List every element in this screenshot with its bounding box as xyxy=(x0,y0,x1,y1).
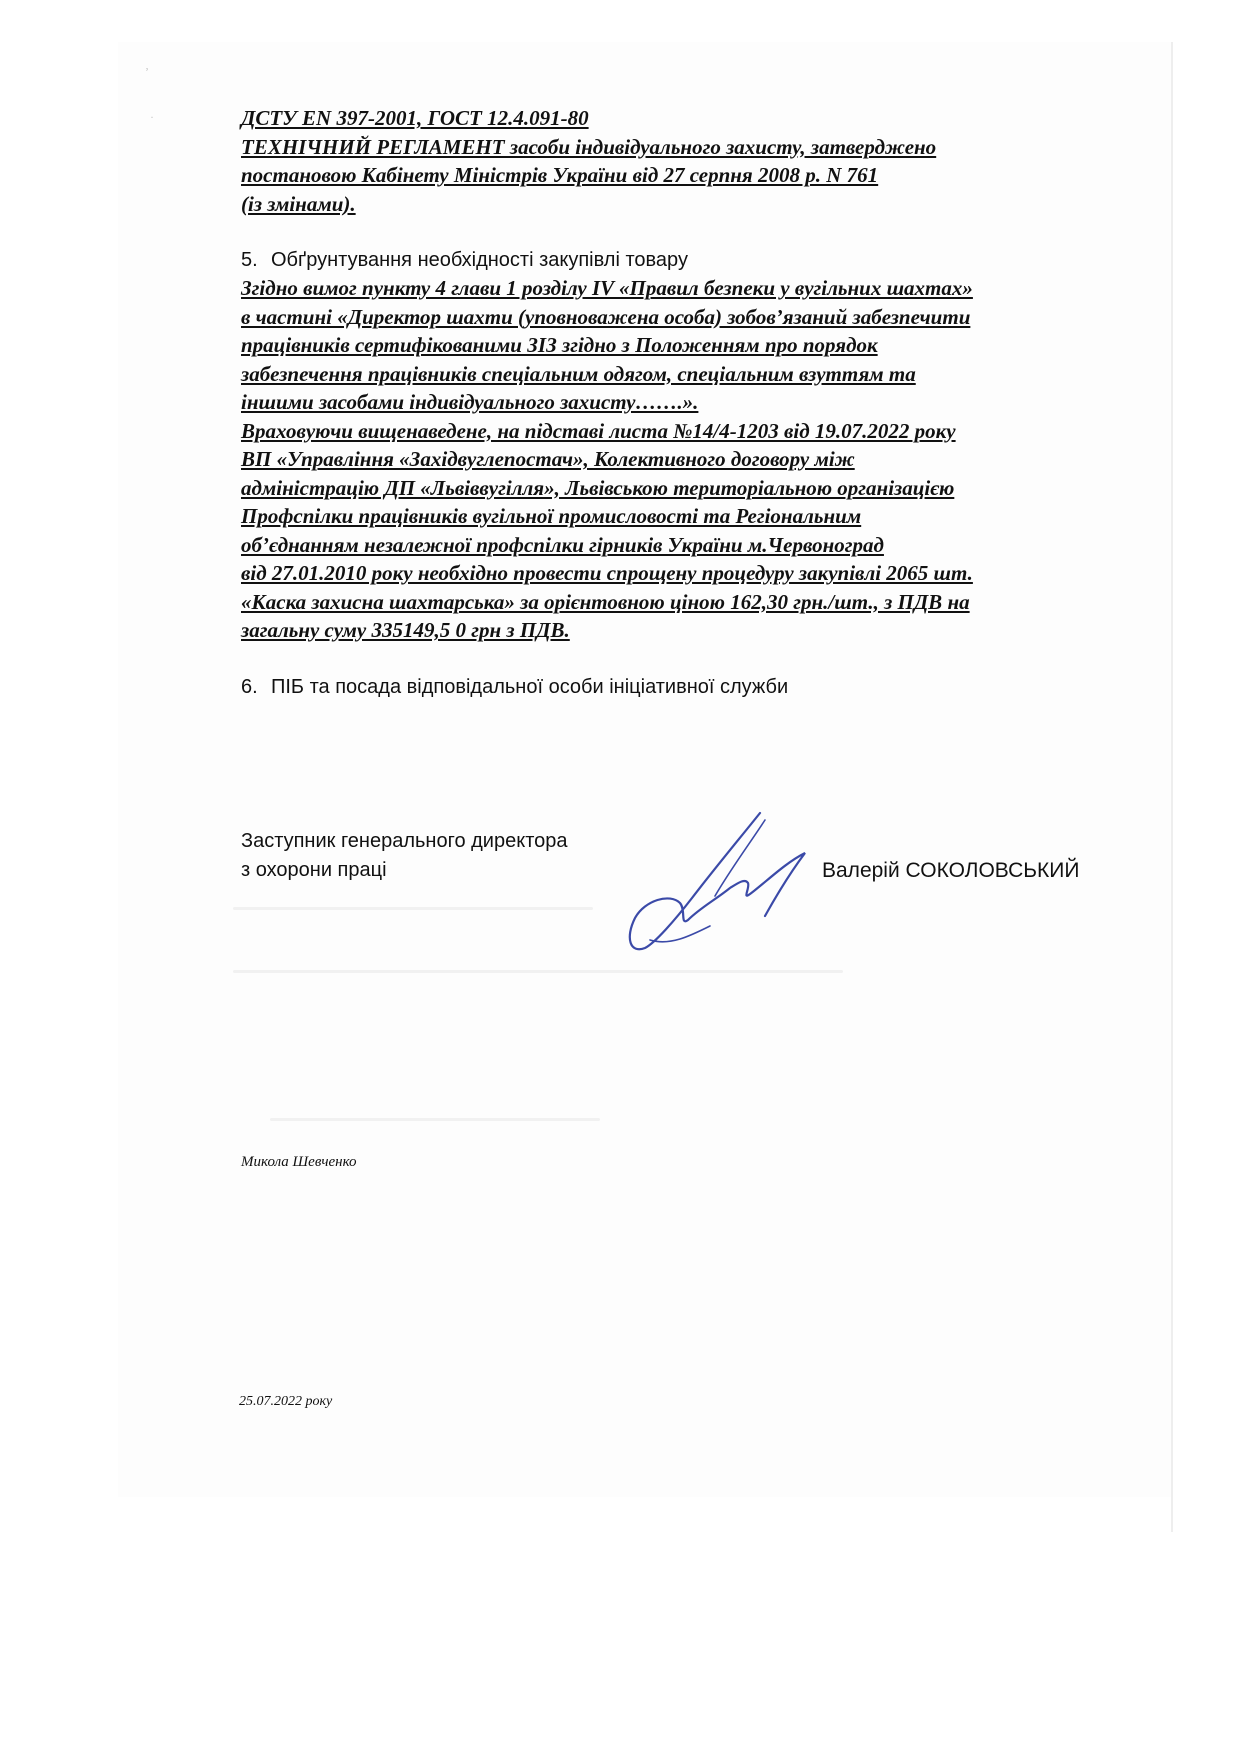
scan-edge xyxy=(1171,42,1173,1532)
regulation-line: ТЕХНІЧНИЙ РЕГЛАМЕНТ засоби індивідуального захисту, затверджено xyxy=(241,134,937,159)
section-5-line: ВП «Управління «Західвуглепостач», Колективного договору між xyxy=(241,447,855,471)
section-5-line: забезпечення працівників спеціальним одягом, спеціальним взуттям та xyxy=(241,361,916,386)
section-5-line: Профспілки працівників вугільної промисловості та Регіональним xyxy=(241,504,862,528)
section-6-title: ПІБ та посада відповідальної особи ініціативної служби xyxy=(271,675,789,698)
section-5-body xyxy=(241,274,1123,645)
bleed-through-mark xyxy=(270,1118,600,1121)
section-5-line: адміністрацію ДП «Львіввугілля», Львівською територіальною організацією xyxy=(241,475,955,500)
section-5-line: працівників сертифікованими ЗІЗ згідно з Положенням про порядок xyxy=(241,333,878,357)
standards-line: ДСТУ EN 397-2001, ГОСТ 12.4.091-80 xyxy=(241,106,589,130)
document-date: 25.07.2022 року xyxy=(239,1394,333,1409)
signer-position-line: з охорони праці xyxy=(241,859,387,881)
section-5-line: Згідно вимог пункту 4 глави 1 розділу IV «Правил безпеки у вугільних шахтах» xyxy=(241,276,973,300)
section-6-number: 6. xyxy=(241,675,258,698)
section-5-number: 5. xyxy=(241,249,258,271)
section-5-heading xyxy=(241,246,1123,274)
signer-position-line: Заступник генерального директора xyxy=(241,830,568,852)
section-5-line: об’єднанням незалежної профспілки гірників України м.Червоноград xyxy=(241,532,884,557)
section-6-heading xyxy=(241,673,1123,701)
section-5-line: від 27.01.2010 року необхідно провести спрощену процедуру закупівлі 2065 шт. xyxy=(241,561,973,585)
signer-name: Валерій СОКОЛОВСЬКИЙ xyxy=(822,859,1080,882)
section-5-line: «Каска захисна шахтарська» за орієнтовною ціною 162,30 грн./шт., з ПДВ на xyxy=(241,589,970,614)
regulation-line: постановою Кабінету Міністрів України від 27 серпня 2008 р. N 761 xyxy=(241,163,879,187)
section-5-line: загальну суму 335149,5 0 грн з ПДВ. xyxy=(241,618,570,642)
section-5-line: іншими засобами індивідуального захисту…….». xyxy=(241,390,699,414)
scan-speck: · xyxy=(150,110,154,124)
author-name: Микола Шевченко xyxy=(241,1154,357,1170)
bleed-through-mark xyxy=(233,970,843,973)
document-body xyxy=(241,104,1123,701)
handwritten-signature xyxy=(620,808,830,958)
section-5-line: в частині «Директор шахти (уповноважена особа) зобов’язаний забезпечити xyxy=(241,304,971,329)
regulation-line: (із змінами). xyxy=(241,191,356,216)
bleed-through-mark xyxy=(233,907,593,910)
section-5-title: Обґрунтування необхідності закупівлі товару xyxy=(271,249,688,271)
section-5-line: Враховуючи вищенаведене, на підставі листа №14/4-1203 від 19.07.2022 року xyxy=(241,418,956,443)
signer-position xyxy=(241,827,568,885)
scan-speck: ʼ xyxy=(145,65,149,79)
regulation-block xyxy=(241,133,1123,219)
